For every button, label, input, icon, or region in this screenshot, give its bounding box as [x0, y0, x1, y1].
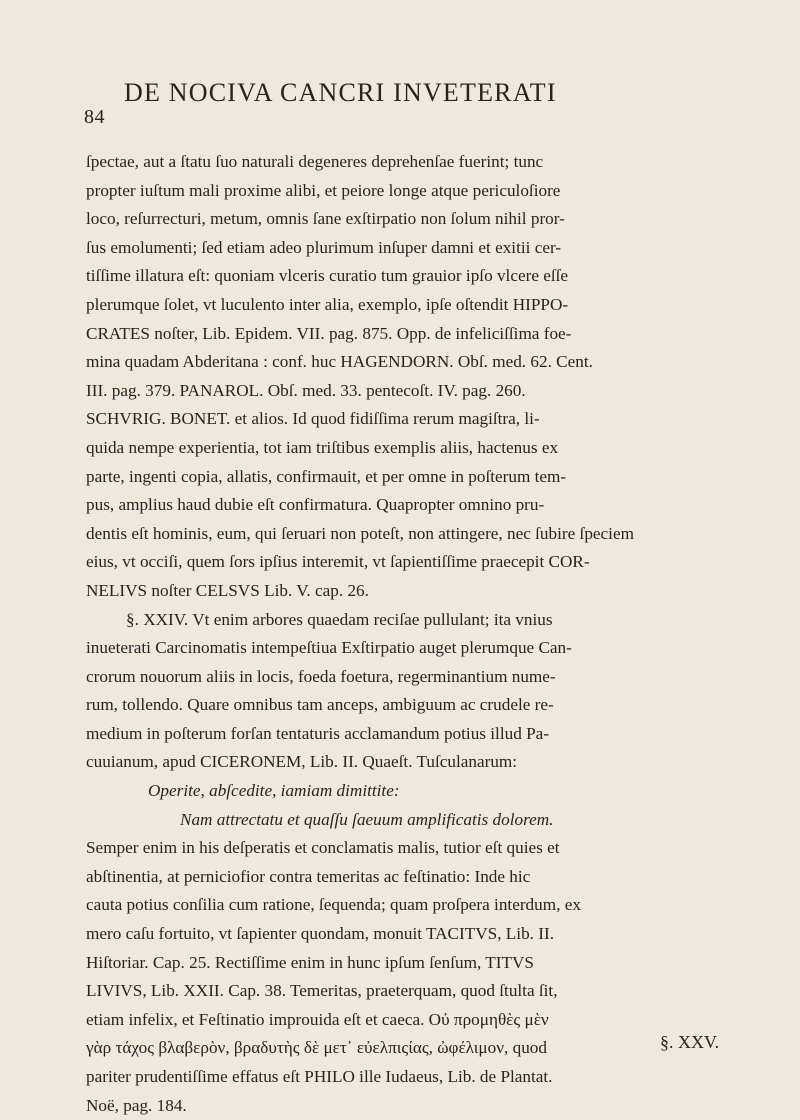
text-line: mina quadam Abderitana : conf. huc HAGENDORN. Obſ. med. 62. Cent.: [86, 352, 593, 372]
text-line: pariter prudentiſſime effatus eſt PHILO ille Iudaeus, Lib. de Plantat.: [86, 1067, 553, 1086]
text-line: inueterati Carcinomatis intempeſtiua Exſtirpatio auget plerumque Can-: [86, 638, 572, 658]
text-line: eius, vt occiſi, quem ſors ipſius interemit, vt ſapientiſſime praecepit COR-: [86, 552, 590, 572]
text-line: CRATES noſter, Lib. Epidem. VII. pag. 875. Opp. de infeliciſſima foe-: [86, 323, 572, 343]
text-line: cauta potius conſilia cum ratione, ſequenda; quam proſpera interdum, ex: [86, 895, 581, 915]
text-line: cuuianum, apud CICERONEM, Lib. II. Quaeſt. Tuſculanarum:: [86, 752, 518, 772]
text-line: Noë, pag. 184.: [86, 1095, 187, 1115]
text-line: Operite, abſcedite, iamiam dimittite:: [148, 781, 400, 801]
text-line: crorum nouorum aliis in locis, foeda foetura, regerminantium nume-: [86, 666, 556, 686]
text-line: plerumque ſolet, vt luculento inter alia, exemplo, ipſe oſtendit HIPPO-: [86, 294, 569, 314]
page-header: [0, 78, 800, 138]
body-text: [86, 148, 754, 1120]
text-line: parte, ingenti copia, allatis, confirmauit, et per omne in poſterum tem-: [86, 466, 567, 486]
text-line: abſtinentia, at perniciofior contra temeritas ac feſtinatio: Inde hic: [86, 866, 531, 886]
text-line: propter iuſtum mali proxime alibi, et peiore longe atque periculoſiore: [86, 180, 561, 200]
text-line: loco, reſurrecturi, metum, omnis ſane exſtirpatio non ſolum nihil pror-: [86, 209, 565, 229]
text-line: ſpectae, aut a ſtatu ſuo naturali degeneres deprehenſae fuerint; tunc: [86, 152, 544, 171]
text-line: III. pag. 379. PANAROL. Obſ. med. 33. pentecoſt. IV. pag. 260.: [86, 380, 526, 400]
text-line: γὰρ τάχος βλαβερὸν, βραδυτὴς δὲ μετ᾽ εὐελπιςίας, ὠφέλιμον, quod: [86, 1038, 547, 1058]
text-line: ſus emolumenti; ſed etiam adeo plurimum inſuper damni et exitii cer-: [86, 237, 562, 257]
text-line: pus, amplius haud dubie eſt confirmatura. Quapropter omnino pru-: [86, 495, 545, 515]
text-line: §. XXIV. Vt enim arbores quaedam reciſae pullulant; ita vnius: [126, 609, 553, 629]
text-line: NELIVS noſter CELSVS Lib. V. cap. 26.: [86, 580, 369, 600]
text-line: etiam infelix, et Feſtinatio improuida eſt et caeca. Οὐ πρoμηθὲς μὲν: [86, 1009, 549, 1029]
text-line: Nam attrectatu et quaſſu ſaeuum amplificatis dolorem.: [180, 809, 554, 829]
text-line: Semper enim in his deſperatis et conclamatis malis, tutior eſt quies et: [86, 838, 560, 858]
text-line: Hiſtoriar. Cap. 25. Rectiſſime enim in hunc ipſum ſenſum, TITVS: [86, 952, 534, 972]
text-line: LIVIVS, Lib. XXII. Cap. 38. Temeritas, praeterquam, quod ſtulta ſit,: [86, 981, 558, 1001]
text-line: rum, tollendo. Quare omnibus tam anceps, ambiguum ac crudele re-: [86, 695, 554, 715]
running-head: DE NOCIVA CANCRI INVETERATI: [124, 78, 557, 107]
text-line: tiſſime illatura eſt: quoniam vlceris curatio tum grauior ipſo vlcere eſſe: [86, 266, 569, 286]
text-line: quida nempe experientia, tot iam triſtibus exemplis aliis, hactenus ex: [86, 437, 559, 457]
page-number: 84: [84, 106, 105, 128]
text-line: dentis eſt hominis, eum, qui ſeruari non poteſt, non attingere, nec ſubire ſpeciem: [86, 523, 634, 543]
text-line: mero caſu fortuito, vt ſapienter quondam, monuit TACITVS, Lib. II.: [86, 924, 555, 944]
catchword: §. XXV.: [660, 1032, 720, 1052]
text-line: medium in poſterum forſan tentaturis acclamandum potius illud Pa-: [86, 723, 550, 743]
text-line: SCHVRIG. BONET. et alios. Id quod fidiſſima rerum magiſtra, li-: [86, 409, 540, 429]
